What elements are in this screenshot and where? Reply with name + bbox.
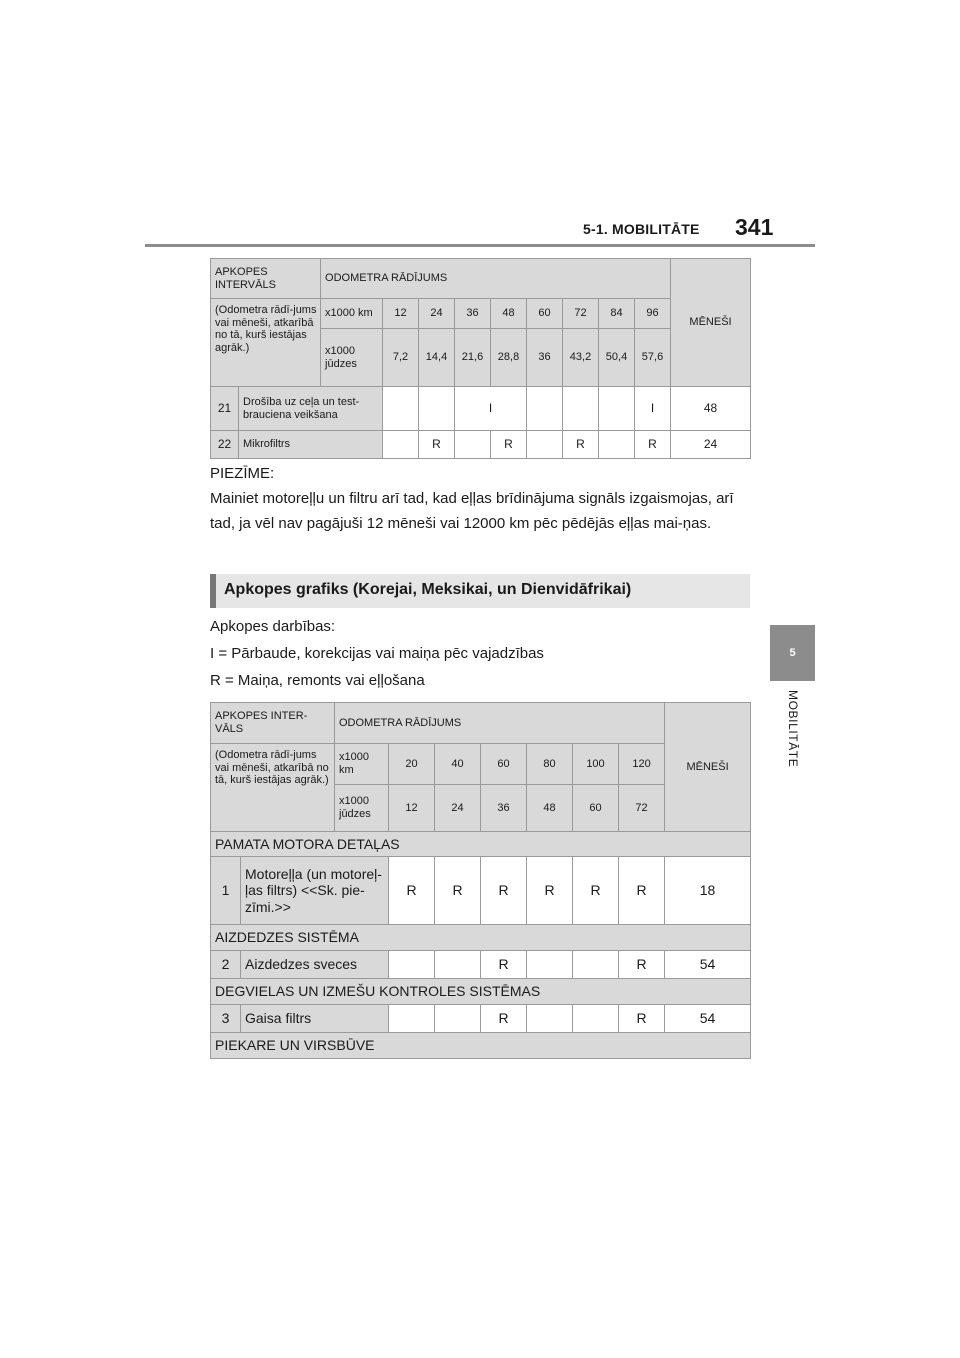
miles-cell: 60	[573, 785, 619, 832]
intervals-header: APKOPES INTERVĀLS	[211, 259, 321, 299]
km-unit: x1000 km	[335, 744, 389, 785]
schedule-cell	[527, 951, 573, 979]
schedule-cell	[563, 387, 599, 431]
schedule-cell	[383, 431, 419, 459]
months-cell: 18	[665, 857, 751, 925]
schedule-cell	[389, 951, 435, 979]
header-rule	[145, 244, 815, 247]
km-cell: 100	[573, 744, 619, 785]
miles-unit: x1000 jūdzes	[321, 329, 383, 387]
maintenance-table-1	[210, 258, 751, 459]
km-cell: 20	[389, 744, 435, 785]
row-item: Drošība uz ceļa un test-brauciena veikšana	[239, 387, 383, 431]
schedule-cell: R	[491, 431, 527, 459]
months-cell: 54	[665, 1005, 751, 1033]
km-cell: 12	[383, 299, 419, 329]
km-cell: 80	[527, 744, 573, 785]
km-cell: 36	[455, 299, 491, 329]
row-number: 3	[211, 1005, 241, 1033]
months-header: MĒNEŠI	[671, 259, 751, 387]
miles-cell: 28,8	[491, 329, 527, 387]
section-heading-bar	[210, 574, 750, 608]
miles-unit: x1000 jūdzes	[335, 785, 389, 832]
intervals-header: APKOPES INTER-VĀLS	[211, 703, 335, 744]
row-item: Gaisa filtrs	[241, 1005, 389, 1033]
chapter-tab: 5	[770, 625, 815, 681]
schedule-cell: R	[619, 951, 665, 979]
months-cell: 24	[671, 431, 751, 459]
row-item: Mikrofiltrs	[239, 431, 383, 459]
row-number: 2	[211, 951, 241, 979]
schedule-cell: R	[481, 1005, 527, 1033]
interval-note: (Odometra rādī-jums vai mēneši, atkarībā no tā, kurš iestājas agrāk.)	[211, 744, 335, 832]
schedule-cell	[389, 1005, 435, 1033]
page-number: 341	[735, 214, 774, 240]
km-cell: 120	[619, 744, 665, 785]
schedule-cell: I	[455, 387, 527, 431]
miles-cell: 72	[619, 785, 665, 832]
schedule-cell	[599, 387, 635, 431]
schedule-cell	[383, 387, 419, 431]
table-row	[211, 431, 751, 459]
schedule-cell	[527, 431, 563, 459]
row-number: 21	[211, 387, 239, 431]
miles-cell: 43,2	[563, 329, 599, 387]
schedule-cell: R	[527, 857, 573, 925]
miles-cell: 21,6	[455, 329, 491, 387]
schedule-cell	[527, 387, 563, 431]
row-item: Motoreļļa (un motoreļ-ļas filtrs) <<Sk. pie-zīmi.>>	[241, 857, 389, 925]
schedule-cell: R	[481, 951, 527, 979]
section-heading: Apkopes grafiks (Korejai, Meksikai, un Dienvidāfrikai)	[224, 581, 632, 598]
table-row	[211, 387, 751, 431]
odometer-header: ODOMETRA RĀDĪJUMS	[321, 259, 671, 299]
legend-intro: Apkopes darbības:	[210, 618, 336, 635]
schedule-cell: R	[619, 857, 665, 925]
note-text: Mainiet motoreļļu un filtru arī tad, kad eļļas brīdinājuma signāls izgaismojas, arī tad, ja vēl nav pagājuši 12 mēneši vai 12000 km pēc pēdējās eļļas mai-ņas.	[210, 490, 734, 532]
schedule-cell	[455, 431, 491, 459]
interval-note: (Odometra rādī-jums vai mēneši, atkarībā no tā, kurš iestājas agrāk.)	[211, 299, 321, 387]
schedule-cell	[573, 1005, 619, 1033]
odometer-header: ODOMETRA RĀDĪJUMS	[335, 703, 665, 744]
miles-cell: 24	[435, 785, 481, 832]
km-cell: 72	[563, 299, 599, 329]
schedule-cell: R	[635, 431, 671, 459]
km-cell: 60	[481, 744, 527, 785]
schedule-cell: R	[573, 857, 619, 925]
group-heading: PIEKARE UN VIRSBŪVE	[211, 1033, 751, 1059]
months-cell: 48	[671, 387, 751, 431]
schedule-cell: R	[481, 857, 527, 925]
miles-cell: 36	[527, 329, 563, 387]
schedule-cell: R	[563, 431, 599, 459]
miles-cell: 36	[481, 785, 527, 832]
schedule-cell	[435, 951, 481, 979]
group-heading: PAMATA MOTORA DETAĻAS	[211, 832, 751, 857]
schedule-cell: R	[435, 857, 481, 925]
km-cell: 96	[635, 299, 671, 329]
miles-cell: 14,4	[419, 329, 455, 387]
row-number: 1	[211, 857, 241, 925]
chapter-label: MOBILITĀTE	[786, 690, 800, 768]
schedule-cell	[599, 431, 635, 459]
legend-r: R = Maiņa, remonts vai eļļošana	[210, 672, 425, 689]
miles-cell: 12	[389, 785, 435, 832]
schedule-cell: R	[389, 857, 435, 925]
table-row	[211, 1005, 751, 1033]
legend-i: I = Pārbaude, korekcijas vai maiņa pēc vajadzības	[210, 645, 544, 662]
km-cell: 60	[527, 299, 563, 329]
maintenance-table-2	[210, 702, 751, 1059]
km-unit: x1000 km	[321, 299, 383, 329]
group-heading: AIZDEDZES SISTĒMA	[211, 925, 751, 951]
schedule-cell	[419, 387, 455, 431]
km-cell: 48	[491, 299, 527, 329]
schedule-cell: R	[419, 431, 455, 459]
km-cell: 84	[599, 299, 635, 329]
km-cell: 40	[435, 744, 481, 785]
row-item: Aizdedzes sveces	[241, 951, 389, 979]
miles-cell: 7,2	[383, 329, 419, 387]
schedule-cell	[435, 1005, 481, 1033]
schedule-cell: I	[635, 387, 671, 431]
group-heading: DEGVIELAS UN IZMEŠU KONTROLES SISTĒMAS	[211, 979, 751, 1005]
months-cell: 54	[665, 951, 751, 979]
schedule-cell	[527, 1005, 573, 1033]
miles-cell: 57,6	[635, 329, 671, 387]
table-row	[211, 857, 751, 925]
schedule-cell	[573, 951, 619, 979]
months-header: MĒNEŠI	[665, 703, 751, 832]
table-row	[211, 951, 751, 979]
schedule-cell: R	[619, 1005, 665, 1033]
section-title: 5-1. MOBILITĀTE	[583, 221, 700, 237]
km-cell: 24	[419, 299, 455, 329]
row-number: 22	[211, 431, 239, 459]
heading-accent	[210, 574, 216, 608]
miles-cell: 48	[527, 785, 573, 832]
note-title: PIEZĪME:	[210, 465, 275, 482]
miles-cell: 50,4	[599, 329, 635, 387]
